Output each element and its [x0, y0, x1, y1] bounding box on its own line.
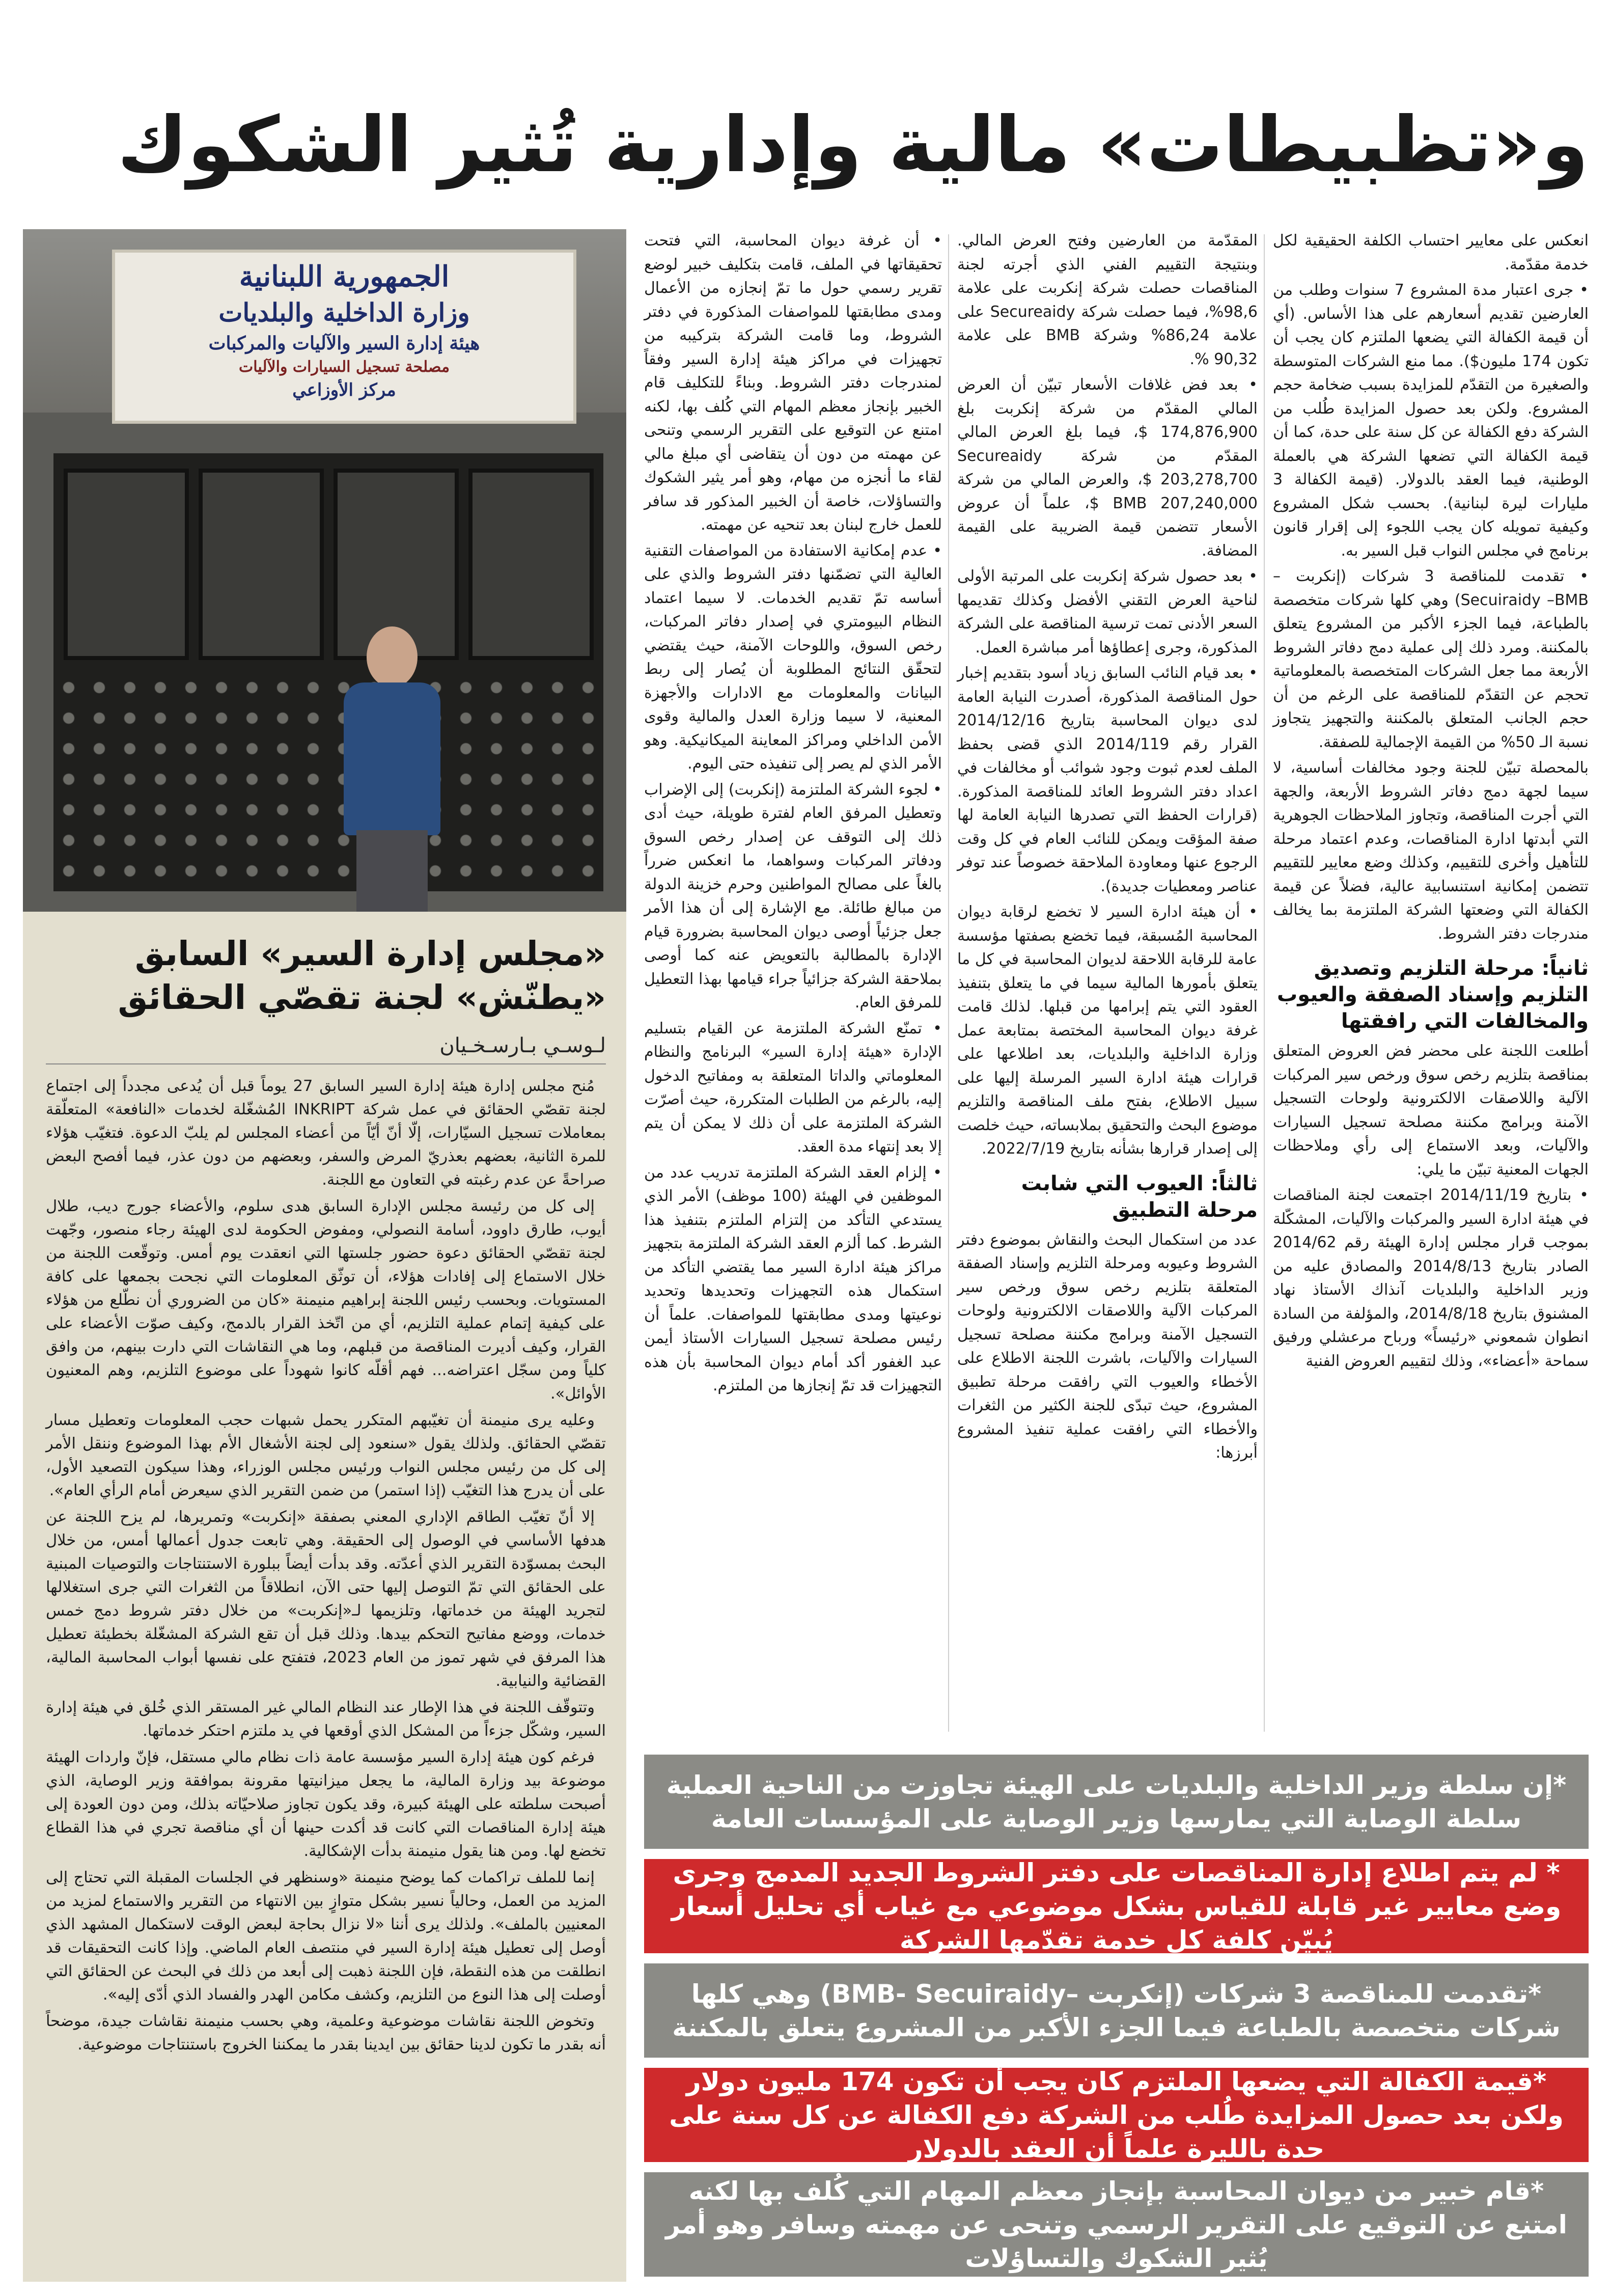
pull-quote-text: * لم يتم اطلاع إدارة المناقصات على دفتر الشروط الجديد المدمج وجرى وضع معايير غير قابلة للقياس بشكل موضوعي مع غياب أي تحليل أسعار يُبيّن كلفة كل خدمة تقدّمها الشركة: [671, 1857, 1562, 1955]
column-paragraph: • بعد قيام النائب السابق زياد أسود بتقديم إخبار حول المناقصة المذكورة، أصدرت النيابة العامة لدى ديوان المحاسبة بتاريخ 2014/12/16 القرار رقم 2014/119 الذي قضى بحفظ الملف لعدم ثبوت وجود شوائب أو مخالفات في اعداد دفتر الشروط العائد للمناقصة المذكورة. (قرارات الحفظ التي تصدرها النيابة العامة لها صفة المؤقت ويمكن للنائب العام في كل وقت الرجوع عنها ومعاودة الملاحقة خصوصاً عند توفر عناصر ومعطيات جديدة).: [957, 664, 1258, 895]
sidebar-title: «مجلس إدارة السير» السابق «يطنّش» لجنة تقصّي الحقائق: [118, 934, 606, 1017]
sidebar-paragraph: مُنح مجلس إدارة هيئة إدارة السير السابق 27 يوماً قبل أن يُدعى مجدداً إلى اجتماع لجنة تقصّي الحقائق في عمل شركة INKRIPT المُشغّلة لخدمات «النافعة» المتعلّقة بمعاملات تسجيل السيّارات، إلّا أنّ أيّاً من أعضاء المجلس لم يلبّ الدعوة. فتغيّب هؤلاء للمرة الثانية، بعضهم بعذريّ المرض والسفر، وبعضهم من دون عذر، فيما أفصح البعض صراحةً عن عدم رغبته في التعاون مع اللجنة.: [46, 1077, 606, 1189]
article-photo: [23, 229, 626, 912]
man-trousers: [356, 830, 428, 912]
column-paragraph: انعكس على معايير احتساب الكلفة الحقيقية لكل خدمة مقدّمة.: [1273, 232, 1589, 274]
column-divider: [1264, 234, 1265, 1732]
door-studs: [53, 672, 603, 891]
pull-quote: [644, 2172, 1589, 2277]
sign-line-2: وزارة الداخلية والبلديات: [218, 297, 470, 327]
pull-quote: [644, 1963, 1589, 2058]
column-paragraph: • أن هيئة ادارة السير لا تخضع لرقابة ديوان المحاسبة المُسبقة، فيما تخضع بصفتها مؤسسة عامة للرقابة اللاحقة لديوان المحاسبة في كل ما يتعلق بأمورها المالية سيما في ما يتعلق بتنفيذ العقود التي يتم إبرامها من قبلها. لذلك قامت غرفة ديوان المحاسبة المختصة بمتابعة عمل وزارة الداخلية والبلديات، بعد اطلاعها على قرارات هيئة ادارة السير المرسلة إليها على سبيل الاطلاع، بفتح ملف المناقصة والتلزيم موضوع البحث والتحقيق بملابساته، حيث خلصت إلى إصدار قرارها بشأنه بتاريخ 2022/7/19.: [957, 903, 1258, 1158]
building-sign: [112, 250, 576, 424]
door-window: [199, 469, 324, 660]
section-subheading: ثانياً: مرحلة التلزيم وتصديق التلزيم وإسناد الصفقة والعيوب والمخالفات التي رافقتها: [1277, 956, 1589, 1033]
article-column-3: [644, 229, 942, 1737]
metal-door: [53, 453, 603, 891]
sidebar-paragraph: إنما للملف تراكمات كما يوضح منيمنة «وسنظهر في الجلسات المقبلة التي تحتاج إلى المزيد من العمل، وحالياً نسير بشكل متوازٍ بين الانتهاء من التقرير والاستماع لمزيد من المعنيين بالملف». ولذلك يرى أننا «لا نزال بحاجة لبعض الوقت لاستكمال المشهد الذي أوصل إلى تعطيل هيئة إدارة السير في منتصف العام الماضي. وإذا كانت التحقيقات قد انطلقت من هذه النقطة، فإن اللجنة ذهبت إلى أبعد من ذلك في البحث عن الحقائق التي أوصلت إلى هذا النوع من التلزيم، وكشف مكامن الهدر والفساد الذي أدّى إليه».: [46, 1869, 606, 2004]
door-window: [468, 469, 594, 660]
pull-quote-text: *إن سلطة وزير الداخلية والبلديات على الهيئة تجاوزت من الناحية العملية سلطة الوصاية التي يمارسها وزير الوصاية على المؤسسات العامة: [666, 1770, 1567, 1834]
column-paragraph: • أن غرفة ديوان المحاسبة، التي فتحت تحقيقاتها في الملف، قامت بتكليف خبير لوضع تقرير رسمي حول ما تمّ إنجازه من الأعمال ومدى مطابقتها للمواصفات المذكورة في دفتر الشروط، وما قامت الشركة بتركيبه من تجهيزات في مراكز هيئة إدارة السير وفقاً لمندرجات دفتر الشروط. وبناءً للتكليف قام الخبير بإنجاز معظم المهام التي كُلف بها، لكنه امتنع عن التوقيع على التقرير الرسمي وتنحى عن مهمته من دون أن يتقاضى أي مبلغ مالي لقاء ما أنجزه من مهام، وهو أمر يثير الشكوك والتساؤلات، خاصة أن الخبير المذكور قد سافر للعمل خارج لبنان بعد تنحيه عن مهمته.: [644, 232, 942, 534]
pull-quote: [644, 1755, 1589, 1849]
column-paragraph: • عدم إمكانية الاستفادة من المواصفات التقنية العالية التي تضمّنها دفتر الشروط والذي على أساسه تمّ تقديم الخدمات. لا سيما اعتماد النظام البيومتري في إصدار دفاتر المركبات، رخص السوق، واللوحات الآمنة، حيث يقتضي لتحقّق النتائج المطلوبة أن يُصار إلى ربط البيانات والمعلومات مع الادارات والأجهزة المعنية، لا سيما وزارة العدل والمالية وقوى الأمن الداخلي ومراكز المعاينة الميكانيكية. وهو الأمر الذي لم يصر إلى تنفيذه حتى اليوم.: [644, 541, 942, 773]
sidebar-paragraph: إلى كل من رئيسة مجلس الإدارة السابق هدى سلوم، والأعضاء جورج ديب، طلال أيوب، طارق داوود، أسامة النصولي، ومفوض الحكومة لدى الهيئة رجاء منصور، وجّهت لجنة تقصّي الحقائق دعوة حضور جلستها التي انعقدت يوم أمس. وتوقّعت اللجنة من خلال الاستماع إلى إفادات هؤلاء، أن توثّق المعلومات التي نجحت بجمعها على كافة المستويات. وبحسب رئيس اللجنة إبراهيم منيمنة «كان من الضروري أن نطّلع من هؤلاء على كيفية إتمام عملية التلزيم، أي من اتّخذ القرار بالدمج، وكيف صوّت الأعضاء على القرار، وكيف أديرت المناقصة من قبلهم، وما هي النقاشات التي دارت بينهم، من وافق كلياً ومن سجّل اعتراضه... فهم أقلّه كانوا شهوداً على موضوع التلزيم، وهم المعنيون الأوائل».: [46, 1197, 606, 1403]
pull-quote: [644, 1859, 1589, 1953]
column-paragraph: أطلعت اللجنة على محضر فض العروض المتعلق بمناقصة بتلزيم رخص سوق ورخص سير المركبات الآلية واللاصقات الالكترونية ولوحات التسجيل الآمنة وبرامج مكننة مصلحة تسجيل السيارات والآليات، وبعد الاستماع إلى رأي وملاحظات الجهات المعنية تبيّن ما يلي:: [1273, 1042, 1589, 1179]
pull-quote-text: *تقدمت للمناقصة 3 شركات (إنكربت –BMB- Secuiraidy) وهي كلها شركات متخصصة بالطباعة فيما الجزء الأكبر من المشروع يتعلق بالمكننة: [672, 1979, 1561, 2042]
column-paragraph: عدد من استكمال البحث والنقاش بموضوع دفتر الشروط وعيوبه ومرحلة التلزيم وإسناد الصفقة المتعلقة بتلزيم رخص سوق ورخص سير المركبات الآلية واللاصقات الالكترونية ولوحات التسجيل الآمنة وبرامج مكننة مصلحة تسجيل السيارات والآليات، باشرت اللجنة الاطلاع على الأخطاء والعيوب التي رافقت مرحلة تطبيق المشروع، حيث تبدّى للجنة الكثير من الثغرات والأخطاء التي رافقت عملية تنفيذ المشروع أبرزها:: [957, 1231, 1258, 1462]
sign-line-1: الجمهورية اللبنانية: [239, 260, 450, 293]
column-paragraph: • بتاريخ 2014/11/19 اجتمعت لجنة المناقصات في هيئة ادارة السير والمركبات والآليات، المشكّلة بموجب قرار مجلس إدارة الهيئة رقم 2014/62 الصادر بتاريخ 2014/8/13 والمصادق عليه من وزير الداخلية والبلديات آنذاك الأستاذ نهاد المشنوق بتاريخ 2014/8/18، والمؤلفة من السادة انطوان شمعوني «رئيساً» ورباح مرعشلي ورفيق سماحة «أعضاء»، وذلك لتقييم العروض الفنية: [1273, 1186, 1589, 1370]
column-paragraph: • تقدمت للمناقصة 3 شركات (إنكربت –Secuiraidy –BMB) وهي كلها شركات متخصصة بالطباعة، فيما الجزء الأكبر من المشروع يتعلق بالمكننة. ومرد ذلك إلى عملية دمج دفاتر الشروط الأربعة مما جعل الشركات المتخصصة بالمعلوماتية تحجم عن التقدّم للمناقصة على الرغم من أن حجم الجانب المتعلق بالمكننة والتجهيز يتجاوز نسبة الـ 50% من القيمة الإجمالية للصفقة.: [1273, 567, 1589, 751]
column-paragraph: • تمنّع الشركة الملتزمة عن القيام بتسليم الإدارة «هيئة إدارة السير» البرنامج والنظام المعلوماتي والداتا المتعلقة به ومفاتيح الدخول إليه، بالرغم من الطلبات المتكررة، حيث أصرّت الشركة الملتزمة على أن ذلك لا يمكن أن يتم إلا بعد إنتهاء مدة العقد.: [644, 1019, 942, 1156]
door-window: [64, 469, 189, 660]
sidebar-paragraph: فرغم كون هيئة إدارة السير مؤسسة عامة ذات نظام مالي مستقل، فإنّ واردات الهيئة موضوعة بيد وزارة المالية، ما يجعل ميزانيتها مقرونة بموافقة وزير الوصاية، الذي أصبحت سلطته على الهيئة كبيرة، وقد يكون تجاوز صلاحيّاته بذلك، ومن دون العودة إلى هيئة إدارة المناقصات التي كانت قد أكدت حينها أن أي مناقصة تجري في هذا القطاع تخضع لها. ومن هنا يقول منيمنة بدأت الإشكالية.: [46, 1748, 606, 1860]
page-headline: و«تظبيطات» مالية وإدارية تُثير الشكوك: [117, 101, 1589, 189]
sidebar-paragraph: إلا أنّ تغيّب الطاقم الإداري المعني بصفقة «إنكربت» وتمريرها، لم يزح اللجنة عن هدفها الأساسي في الوصول إلى الحقيقة. وهي تابعت جدول أعمالها أمس، من خلال البحث بمسوّدة التقرير الذي أعدّته. وقد بدأت أيضاً ببلورة الاستنتاجات والتوصيات المبنية على الحقائق التي تمّ التوصل إليها حتى الآن، انطلاقاً من الثغرات التي جرى استغلالها لتجريد الهيئة من خدماتها، وتلزيمها لـ«إنكربت» من خلال دفتر شروط دمج خمس خدمات، ووضع مفاتيح التحكم بيدها. وذلك قبل أن تقع الشركة المشغّلة بخطيئة تعطيل هذا المرفق في شهر تموز من العام 2023، فتفتح على نفسها أبواب المحاسبة المالية، القضائية والنيابية.: [46, 1508, 606, 1690]
sidebar-body: [46, 1075, 606, 2272]
sign-line-3: هيئة إدارة السير والآليات والمركبات: [208, 333, 480, 354]
column-divider: [948, 234, 949, 1732]
sidebar-paragraph: وعليه يرى منيمنة أن تغيّبهم المتكرر يحمل شبهات حجب المعلومات وتعطيل مسار تقصّي الحقائق. ولذلك يقول «سنعود إلى لجنة الأشغال الأم بهذا الموضوع وننقل الأمر إلى كل من رئيس مجلس النواب ورئيس مجلس الوزراء، وهذا سيكون التصعيد الأول، على أن يدرج هذا التغيّب (إذا استمر) من ضمن التقرير الذي سيعرض أمام الرأي العام».: [46, 1411, 606, 1499]
article-column-2: [957, 229, 1258, 1737]
sidebar-paragraph: وتخوض اللجنة نقاشات موضوعية وعلمية، وهي بحسب منيمنة نقاشات جيدة، موضحاً أنه بقدر ما تكون لدينا حقائق بين ايدينا بقدر ما يمكننا الخروج باستنتاجات موضوعية.: [46, 2012, 606, 2054]
sidebar-author: لـوسـي بـارسـخـيان: [46, 1034, 606, 1064]
column-paragraph: المقدّمة من العارضين وفتح العرض المالي. وبنتيجة التقييم الفني الذي أجرته لجنة المناقصات حصلت شركة إنكربت على علامة 98,6%، فيما حصلت شركة Secureaidy على علامة 86,24% وشركة BMB على علامة 90,32 %.: [957, 232, 1258, 368]
pull-quote-text: *قيمة الكفالة التي يضعها الملتزم كان يجب أن تكون 174 مليون دولار ولكن بعد حصول المزايدة طُلب من الشركة دفع الكفالة عن كل سنة على حدة بالليرة علماً أن العقد بالدولار: [669, 2066, 1564, 2164]
pull-quote-text: *قام خبير من ديوان المحاسبة بإنجاز معظم المهام التي كُلف بها لكنه امتنع عن التوقيع على التقرير الرسمي وتنحى عن مهمته وسافر وهو أمر يُثير الشكوك والتساؤلات: [665, 2176, 1567, 2273]
man-head: [367, 626, 418, 688]
sidebar-paragraph: وتتوقّف اللجنة في هذا الإطار عند النظام المالي غير المستقر الذي خُلق في هيئة إدارة السير، وشكّل جزءاً من المشكل الذي أوقعها في يد ملتزم احتكر خدماتها.: [46, 1699, 606, 1740]
man-shirt: [344, 682, 440, 835]
section-subheading: ثالثاً: العيوب التي شابت مرحلة التطبيق: [1021, 1171, 1258, 1222]
pull-quote: [644, 2068, 1589, 2162]
column-paragraph: بالمحصلة تبيّن للجنة وجود مخالفات أساسية، لا سيما لجهة دمج دفاتر الشروط الأربعة، والجهة التي أجرت المناقصة، وتجاوز الملاحظات الجوهرية التي أبدتها ادارة المناقصات، وعدم اعتماد مرحلة للتأهيل وأخرى للتقييم، وكذلك وضع معايير للتقييم تتضمن إمكانية استنسابية عالية، فضلاً عن قيمة الكفالة التي وضعتها الشركة الملتزمة بما يخالف مندرجات دفتر الشروط.: [1273, 759, 1589, 943]
sign-line-4: مصلحة تسجيل السيارات والآليات: [238, 358, 450, 376]
column-paragraph: • إلزام العقد الشركة الملتزمة تدريب عدد من الموظفين في الهيئة (100 موظف) الأمر الذي يستدعي التأكد من إلتزام الملتزم بتنفيذ هذا الشرط. كما ألزم العقد الشركة الملتزمة بتجهيز مراكز هيئة ادارة السير مما يقتضي التأكد من استكمال هذه التجهيزات وتحديدها وتحديد نوعيتها ومدى مطابقتها للمواصفات. علماً أن رئيس مصلحة تسجيل السيارات الأستاذ أيمن عبد الغفور أكد أمام ديوان المحاسبة بأن هذه التجهيزات قد تمّ إنجازها من الملتزم.: [644, 1163, 942, 1395]
column-paragraph: • لجوء الشركة الملتزمة (إنكربت) إلى الإضراب وتعطيل المرفق العام لفترة طويلة، حيث أدى ذلك إلى التوقف عن إصدار رخص السوق ودفاتر المركبات وسواهما، ما انعكس ضرراً بالغاً على مصالح المواطنين وحرم خزينة الدولة من مبالغ طائلة. مع الإشارة إلى أن هذا الأمر جعل جزئياً أوصى ديوان المحاسبة بضرورة قيام الإدارة بالمطالبة بالتعويض عنه كما أوصى بملاحقة الشركة جزائياً جراء قيامها بهذا التعطيل للمرفق العام.: [644, 780, 942, 1012]
column-paragraph: • بعد فض غلافات الأسعار تبيّن أن العرض المالي المقدّم من شركة إنكربت بلغ 174,876,900 $، فيما بلغ العرض المالي المقدّم من شركة Secureaidy 203,278,700 $، والعرض المالي من شركة BMB 207,240,000 $، علماً أن عروض الأسعار تتضمن قيمة الضريبة على القيمة المضافة.: [957, 376, 1258, 560]
article-column-1: [1273, 229, 1589, 1737]
column-paragraph: • بعد حصول شركة إنكربت على المرتبة الأولى لناحية العرض التقني الأفضل وكذلك تقديمها السعر الأدنى تمت ترسية المناقصة على الشركة المذكورة، وجرى إعطاؤها أمر مباشرة العمل.: [957, 567, 1258, 657]
column-paragraph: • جرى اعتبار مدة المشروع 7 سنوات وطلب من العارضين تقديم أسعارهم على هذا الأساس. (أي أن قيمة الكفالة التي يضعها الملتزم كان يجب أن تكون 174 مليون$). مما منع الشركات المتوسطة والصغيرة من التقدّم للمزايدة بسبب ضخامة حجم المشروع. ولكن بعد حصول المزايدة طُلب من الشركة دفع الكفالة عن كل سنة على حدة، كما أن قيمة الكفالة التي تضعها الشركة هي بالعملة الوطنية، فيما العقد بالدولار. (قيمة الكفالة 3 مليارات ليرة لبنانية). بحسب شكل المشروع وكيفية تمويله كان يجب اللجوء إلى إقرار قانون برنامج في مجلس النواب قبل السير به.: [1273, 281, 1589, 560]
sign-line-5: مركز الأوزاعي: [292, 380, 396, 400]
walking-man-figure: [339, 626, 446, 912]
